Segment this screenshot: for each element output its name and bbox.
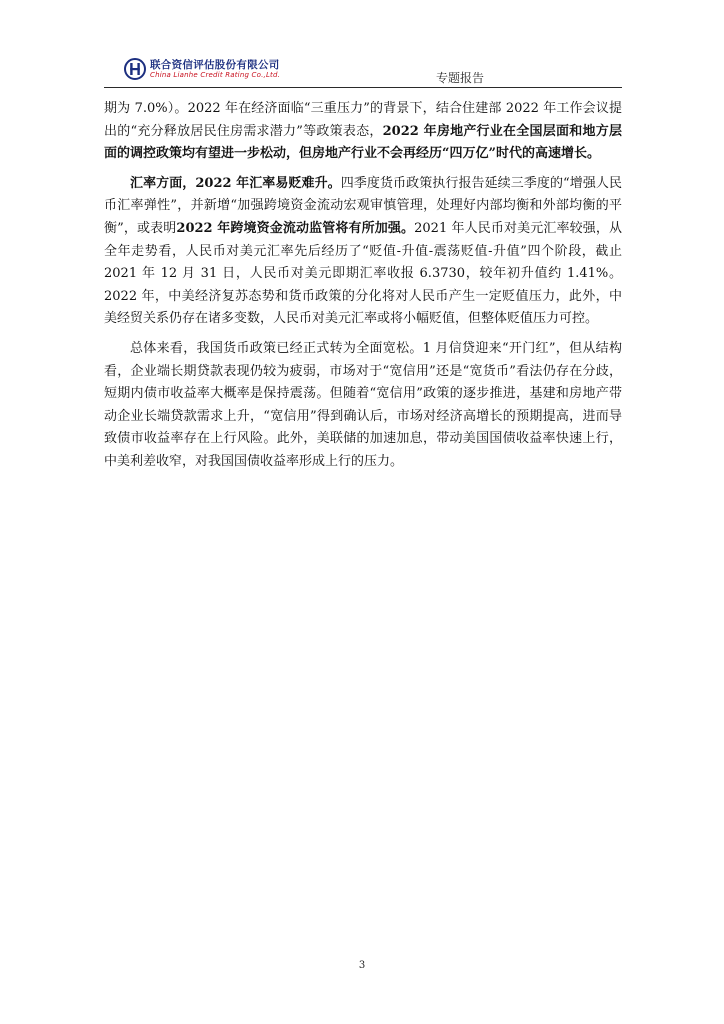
company-name-cn: 联合资信评估股份有限公司 [150, 59, 280, 71]
paragraph-real-estate [104, 98, 622, 166]
page-header [0, 0, 724, 96]
paragraph-summary [104, 338, 622, 474]
header-divider [104, 87, 622, 88]
paragraph-text: 2021 年人民币对美元汇率较强，从全年走势看，人民币对美元汇率先后经历了“贬值-升值-震荡贬值-升值”四个阶段，截止 2021 年 12 月 31 日，人民币对美元即期汇率收报 6.3730，较年初升值约 1.41%。2022 年，中美经济复苏态势和货币政策的分化将对人民币产生一定贬值压力，此外，中美经贸关系仍存在诸多变数，人民币对美元汇率或将小幅贬值，但整体贬值压力可控。 [104, 220, 622, 327]
paragraph-exchange-rate [104, 173, 622, 331]
paragraph-text: 总体来看，我国货币政策已经正式转为全面宽松。1 月信贷迎来“开门红”，但从结构看，企业端长期贷款表现仍较为疲弱，市场对于“宽信用”还是“宽货币”看法仍存在分歧，短期内债市收益率大概率是保持震荡。但随着“宽信用”政策的逐步推进，基建和房地产带动企业长端贷款需求上升，“宽信用”得到确认后，市场对经济高增长的预期提高，进而导致债市收益率存在上行风险。此外，美联储的加速加息，带动美国国债收益率快速上行，中美利差收窄，对我国国债收益率形成上行的压力。 [104, 340, 622, 469]
paragraph-text: 期为 7.0%）。2022 年在经济面临“三重压力”的背景下，结合住建部 2022 年工作会议提出的“充分释放居民住房需求潜力”等政策表态， [104, 101, 622, 139]
lianhe-logo-icon [124, 58, 146, 80]
company-name-en: China Lianhe Credit Rating Co.,Ltd. [150, 71, 281, 79]
paragraph-bold-text: 汇率方面，2022 年汇率易贬难升。 [130, 175, 341, 191]
page-number: 3 [358, 960, 366, 971]
paragraph-bold-text: 2022 年房地产行业在全国层面和地方层面的调控政策均有望进一步松动，但房地产行业不会再经历“四万亿”时代的高速增长。 [104, 123, 622, 162]
document-body [104, 98, 622, 481]
report-type-label: 专题报告 [436, 71, 485, 85]
paragraph-bold-text: 2022 年跨境资金流动监管将有所加强。 [176, 220, 415, 236]
paragraph-text: 四季度货币政策执行报告延续三季度的“增强人民币汇率弹性”，并新增“加强跨境资金流动宏观审慎管理，处理好内部均衡和外部均衡的平衡”，或表明 [104, 175, 622, 236]
